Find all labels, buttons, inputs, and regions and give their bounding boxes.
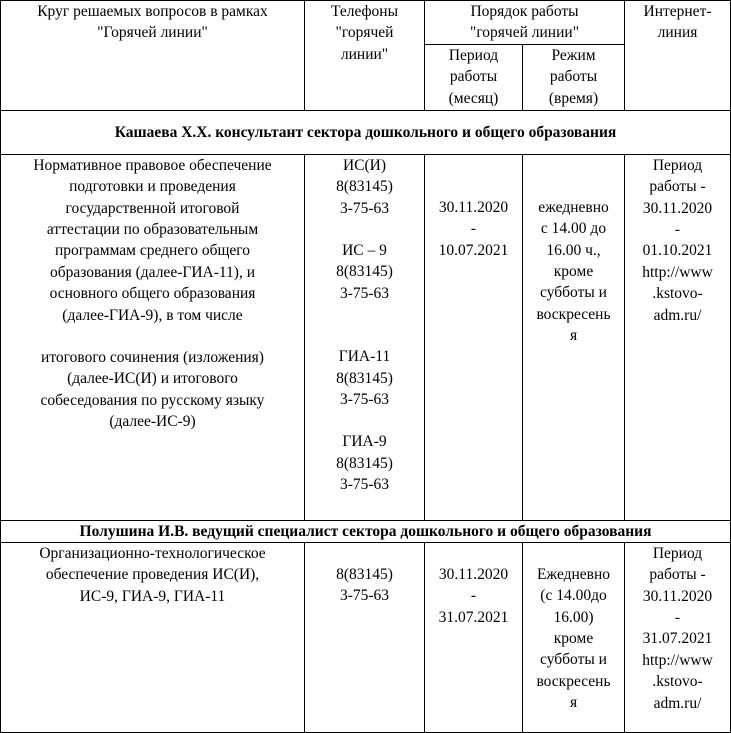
- mode-cell: ежедневно с 14.00 до 16.00 ч., кроме субботы и воскресень я: [523, 154, 625, 520]
- table-row: [1, 542, 731, 732]
- internet-cell: Период работы - 30.11.2020 - 01.10.2021 http://www .kstovo- adm.ru/: [625, 154, 731, 520]
- header-period: Период работы (месяц): [425, 44, 523, 110]
- period-cell: 30.11.2020 - 10.07.2021: [425, 154, 523, 520]
- section-title-row: [1, 520, 731, 542]
- table-row: [1, 154, 731, 520]
- issues-cell: Нормативное правовое обеспечение подготовки и проведения государственной итоговой аттестации по образовательным программам среднего общего образования (далее-ГИА-11), и основного общего образования (далее-ГИА-9), в том числе итогового сочинения (изложения) (далее-ИС(И) и итогового собеседования по русскому языку (далее-ИС-9): [1, 154, 305, 520]
- header-internet: Интернет- линия: [625, 1, 731, 111]
- section-title-row: [1, 110, 731, 154]
- period-cell: 30.11.2020 - 31.07.2021: [425, 542, 523, 732]
- section-title-kashaeva: Кашаева Х.Х. консультант сектора дошкольного и общего образования: [1, 110, 731, 154]
- header-work-order: Порядок работы "горячей линии": [425, 1, 625, 45]
- phones-cell: ИС(И) 8(83145) 3-75-63 ИС – 9 8(83145) 3-75-63 ГИА-11 8(83145) 3-75-63 ГИА-9 8(83145) 3-75-63: [305, 154, 425, 520]
- header-mode: Режим работы (время): [523, 44, 625, 110]
- mode-cell: Ежедневно (с 14.00до 16.00) кроме субботы и воскресень я: [523, 542, 625, 732]
- header-phones: Телефоны "горячей линии": [305, 1, 425, 111]
- header-issues: Круг решаемых вопросов в рамках "Горячей линии": [1, 1, 305, 111]
- phones-cell: 8(83145) 3-75-63: [305, 542, 425, 732]
- internet-cell: Период работы - 30.11.2020 - 31.07.2021 http://www .kstovo- adm.ru/: [625, 542, 731, 732]
- header-row: [1, 1, 731, 45]
- section-title-polushina: Полушина И.В. ведущий специалист сектора дошкольного и общего образования: [1, 520, 731, 542]
- issues-cell: Организационно-технологическое обеспечение проведения ИС(И), ИС-9, ГИА-9, ГИА-11: [1, 542, 305, 732]
